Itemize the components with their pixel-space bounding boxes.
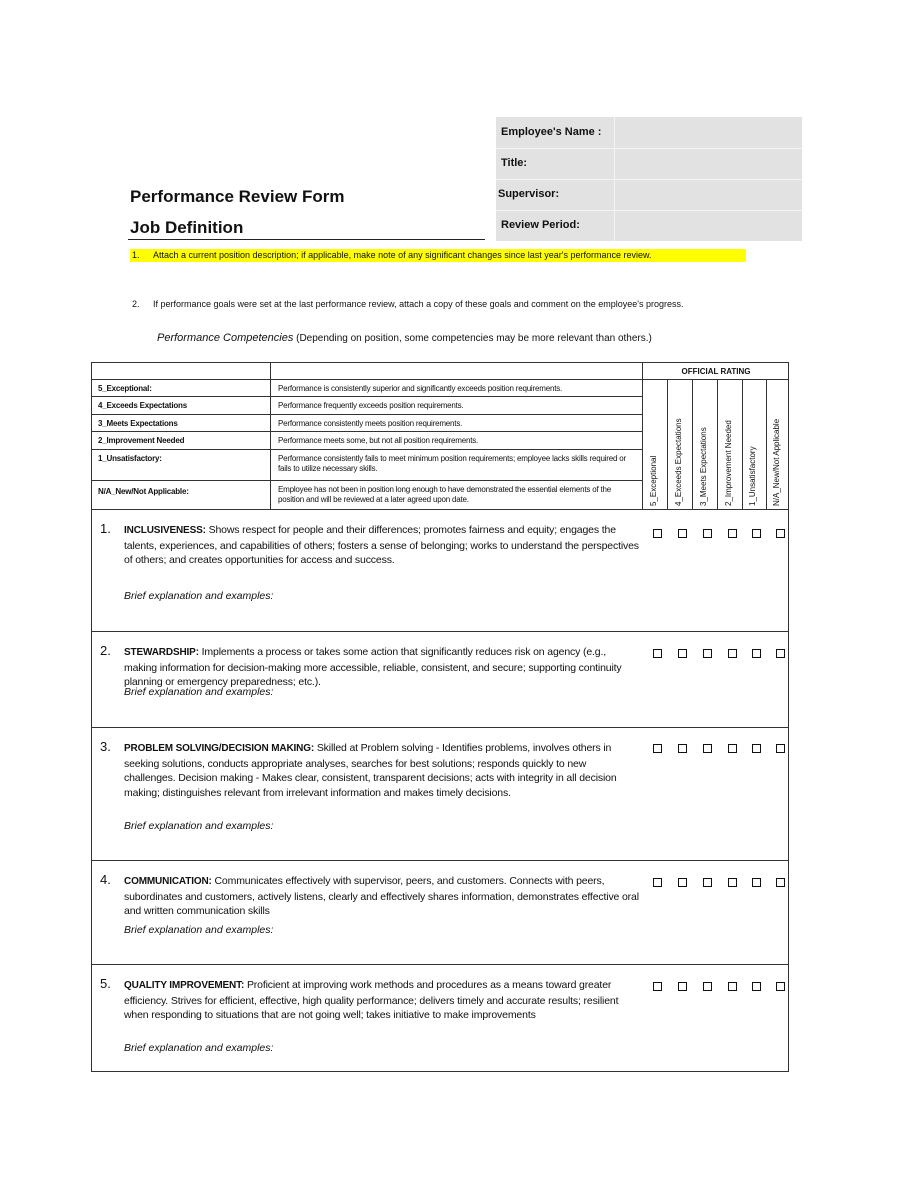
competency-row-inclusiveness — [91, 510, 789, 632]
competency-description — [124, 645, 639, 690]
rating-checkbox-3[interactable] — [703, 649, 712, 658]
explanation-prompt[interactable]: Brief explanation and examples: — [124, 820, 274, 832]
competency-row-quality-improvement — [91, 965, 789, 1072]
competency-row-problem-solving — [91, 728, 789, 861]
rating-checkbox-na[interactable] — [776, 744, 785, 753]
rating-checkbox-4[interactable] — [678, 744, 687, 753]
legend-row-line — [92, 414, 642, 415]
rating-checkbox-1[interactable] — [752, 744, 761, 753]
rating-col-divider — [692, 379, 693, 509]
competency-text: Skilled at Problem solving - Identifies problems, involves others in seeking solutions, conducts appropriate analyses, searches for best solutions; responds quickly to new challenges. Decision making - Makes clear, consistent, transparent decisions; acts with integrity in all decision making; distinguishes relevant from irrelevant information and makes timely decisions. — [124, 742, 617, 799]
rating-checkbox-na[interactable] — [776, 878, 785, 887]
rating-legend-table — [91, 362, 789, 510]
employee-info-box — [496, 117, 802, 241]
title-underline — [128, 239, 485, 240]
rating-checkbox-5[interactable] — [653, 982, 662, 991]
legend-label-2: 2_Improvement Needed — [98, 436, 185, 445]
competency-text: Proficient at improving work methods and procedures as a means toward greater efficiency. Strives for efficient, effective, high quality performance; delivers timely and accurate results; resilient when responding to situations that are not going well; takes initiative to make improvements — [124, 979, 619, 1021]
legend-desc-3: Performance consistently meets position requirements. — [278, 419, 463, 428]
rating-checkbox-2[interactable] — [728, 529, 737, 538]
rating-col-na: N/A_New/Not Applicable — [772, 418, 781, 506]
form-title: Performance Review Form — [130, 187, 345, 206]
rating-checkbox-2[interactable] — [728, 878, 737, 887]
rating-checkbox-na[interactable] — [776, 982, 785, 991]
legend-divider — [642, 363, 643, 509]
competency-title: PROBLEM SOLVING/DECISION MAKING: — [124, 743, 315, 754]
rating-col-4-exceeds: 4_Exceeds Expectations — [674, 418, 683, 506]
rating-checkbox-1[interactable] — [752, 529, 761, 538]
rating-checkbox-1[interactable] — [752, 878, 761, 887]
legend-label-1: 1_Unsatisfactory: — [98, 454, 162, 463]
rating-checkbox-5[interactable] — [653, 649, 662, 658]
rating-checkbox-4[interactable] — [678, 649, 687, 658]
rating-checkbox-2[interactable] — [728, 744, 737, 753]
competency-description — [124, 874, 639, 919]
rating-checkbox-3[interactable] — [703, 982, 712, 991]
explanation-prompt[interactable]: Brief explanation and examples: — [124, 1042, 274, 1054]
legend-label-3: 3_Meets Expectations — [98, 419, 178, 428]
title-label: Title: — [501, 157, 528, 169]
instruction-1-text: Attach a current position description; if applicable, make note of any significant changes since last year's performance review. — [153, 250, 652, 260]
legend-desc-1: Performance consistently fails to meet minimum position requirements; employee lacks skills required or fails to utilize necessary skills. — [278, 454, 626, 473]
instruction-1 — [130, 249, 746, 262]
rating-checkbox-na[interactable] — [776, 649, 785, 658]
competency-heading-note: (Depending on position, some competencies may be more relevant than others.) — [296, 333, 652, 344]
competency-description — [124, 741, 639, 800]
rating-col-divider — [717, 379, 718, 509]
review-period-label: Review Period: — [501, 219, 580, 231]
competency-heading-main: Performance Competencies — [157, 332, 294, 344]
competency-text: Implements a process or takes some action that significantly reduces risk on agency (e.g., making information for decision-making more accessible, reliable, consistent, and secure; supporting continuity planning or emergency preparedness; etc.). — [124, 646, 622, 688]
rating-checkbox-3[interactable] — [703, 744, 712, 753]
rating-checkbox-4[interactable] — [678, 878, 687, 887]
supervisor-label: Supervisor: — [498, 188, 560, 200]
competency-title: QUALITY IMPROVEMENT: — [124, 980, 245, 991]
legend-row-line — [92, 449, 642, 450]
legend-divider — [270, 363, 271, 509]
legend-label-5: 5_Exceptional: — [98, 384, 152, 393]
rating-checkbox-1[interactable] — [752, 982, 761, 991]
legend-desc-na: Employee has not been in position long enough to have demonstrated the essential elements of the position and will be reviewed at a later agreed upon date. — [278, 485, 612, 504]
rating-col-divider — [766, 379, 767, 509]
rating-checkbox-2[interactable] — [728, 649, 737, 658]
competency-number: 1. — [100, 521, 111, 536]
instruction-2-number: 2. — [132, 299, 140, 309]
rating-checkbox-5[interactable] — [653, 878, 662, 887]
rating-checkbox-na[interactable] — [776, 529, 785, 538]
rating-checkbox-3[interactable] — [703, 878, 712, 887]
legend-desc-5: Performance is consistently superior and significantly exceeds position requirements. — [278, 384, 563, 393]
competency-heading — [157, 332, 652, 344]
competency-row-communication — [91, 861, 789, 965]
rating-col-3-meets: 3_Meets Expectations — [699, 427, 708, 506]
legend-label-4: 4_Exceeds Expectations — [98, 401, 187, 410]
competency-number: 3. — [100, 739, 111, 754]
instruction-1-number: 1. — [132, 250, 140, 260]
employee-name-label: Employee's Name : — [501, 126, 602, 138]
legend-label-na: N/A_New/Not Applicable: — [98, 487, 189, 496]
competency-title: STEWARDSHIP: — [124, 647, 199, 658]
explanation-prompt[interactable]: Brief explanation and examples: — [124, 590, 274, 602]
explanation-prompt[interactable]: Brief explanation and examples: — [124, 924, 274, 936]
rating-checkbox-1[interactable] — [752, 649, 761, 658]
rating-checkbox-2[interactable] — [728, 982, 737, 991]
legend-desc-2: Performance meets some, but not all position requirements. — [278, 436, 479, 445]
instruction-2-text: If performance goals were set at the last performance review, attach a copy of these goals and comment on the employee's progress. — [153, 299, 684, 309]
competency-number: 4. — [100, 872, 111, 887]
legend-row-line — [92, 431, 642, 432]
rating-checkbox-5[interactable] — [653, 529, 662, 538]
competency-row-stewardship — [91, 632, 789, 728]
rating-checkbox-4[interactable] — [678, 529, 687, 538]
competency-text: Communicates effectively with supervisor, peers, and customers. Connects with peers, subordinates and customers, actively listens, clearly and effectively shares information, demonstrates effective oral and written communication skills — [124, 875, 639, 917]
competency-text: Shows respect for people and their differences; promotes fairness and equity; engages the talents, experiences, and capabilities of others; fosters a sense of belonging; works to understand the perspectives of others; and creates opportunities for access and success. — [124, 524, 639, 566]
review-period-row[interactable] — [496, 210, 802, 241]
rating-col-5-exceptional: 5_Exceptional — [649, 455, 658, 506]
competency-number: 2. — [100, 643, 111, 658]
legend-row-line — [92, 480, 642, 481]
rating-checkbox-3[interactable] — [703, 529, 712, 538]
rating-col-divider — [742, 379, 743, 509]
legend-row-line — [92, 396, 642, 397]
rating-checkbox-4[interactable] — [678, 982, 687, 991]
rating-checkbox-5[interactable] — [653, 744, 662, 753]
explanation-prompt[interactable]: Brief explanation and examples: — [124, 686, 274, 698]
competency-title: COMMUNICATION: — [124, 876, 212, 887]
supervisor-row[interactable] — [496, 179, 802, 211]
competency-title: INCLUSIVENESS: — [124, 525, 206, 536]
employee-name-row[interactable] — [496, 117, 802, 149]
official-rating-header: OFFICIAL RATING — [681, 367, 751, 376]
competency-number: 5. — [100, 976, 111, 991]
section-title: Job Definition — [130, 218, 244, 237]
rating-col-2-improvement: 2_Improvement Needed — [724, 420, 733, 506]
rating-col-1-unsatisfactory: 1_Unsatisfactory — [748, 446, 757, 506]
legend-desc-4: Performance frequently exceeds position requirements. — [278, 401, 464, 410]
competency-description — [124, 523, 639, 568]
competency-description — [124, 978, 639, 1023]
rating-col-divider — [667, 379, 668, 509]
title-row[interactable] — [496, 148, 802, 180]
